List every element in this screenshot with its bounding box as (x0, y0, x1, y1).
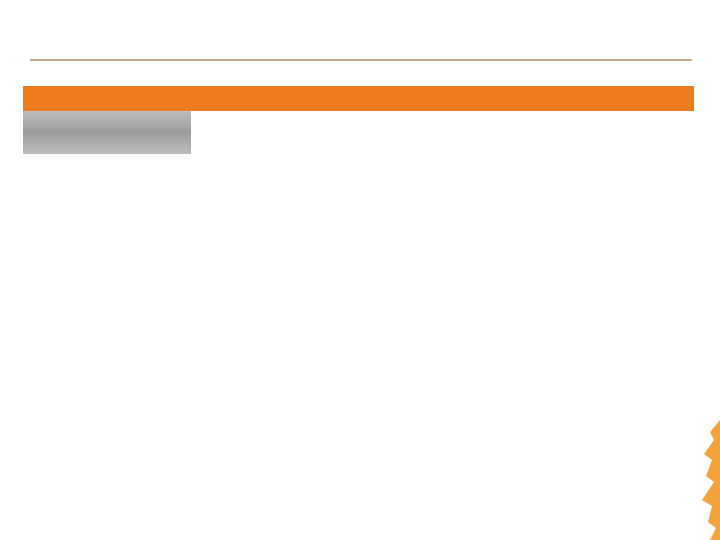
decorative-paint-splatter (696, 410, 720, 540)
project-column-header (23, 111, 191, 154)
title-divider (30, 59, 692, 61)
timeline-header-band (23, 86, 694, 111)
